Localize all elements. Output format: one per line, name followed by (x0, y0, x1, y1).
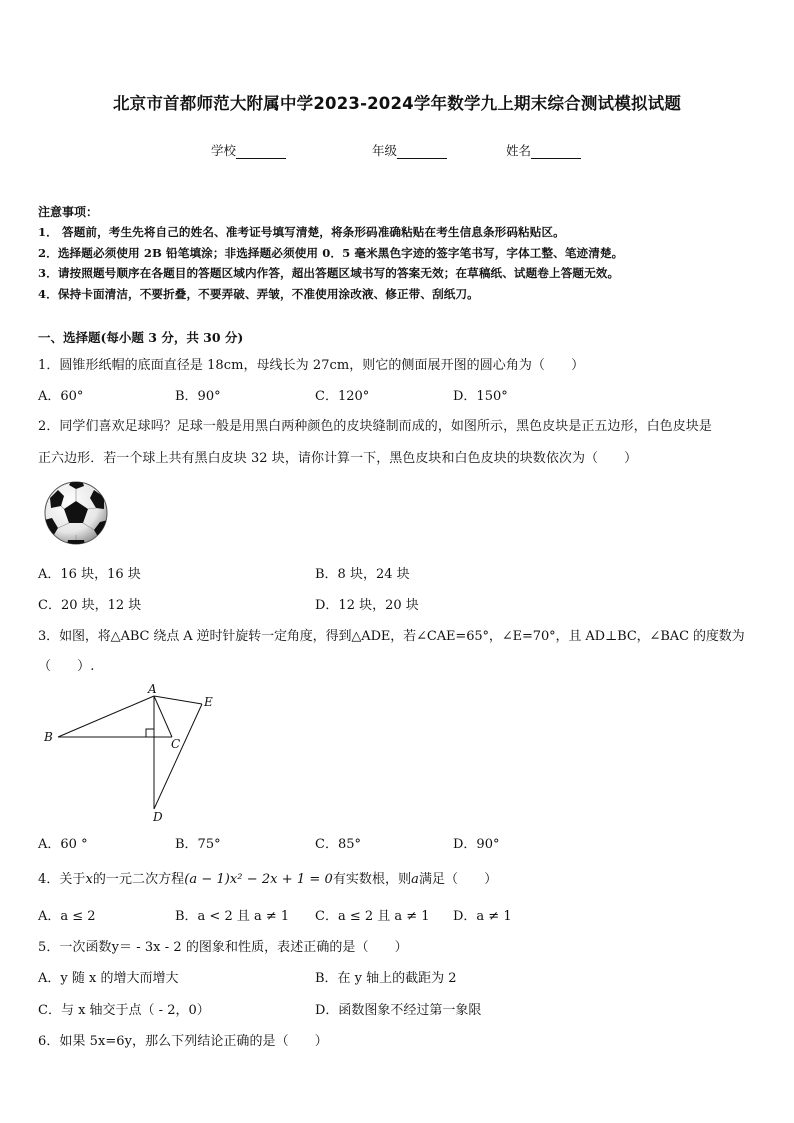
question-3-stem-line2: （ ）. (38, 659, 95, 674)
grade-field (372, 141, 447, 159)
school-field (211, 141, 286, 159)
school-label: 学校 (211, 143, 237, 158)
label-b: B (44, 730, 53, 744)
q4-option-a: A．a ≤ 2 (38, 909, 96, 924)
q2-option-d: D．12 块，20 块 (315, 598, 419, 613)
section-heading: 一、选择题(每小题 3 分，共 30 分) (38, 330, 244, 345)
q2-option-b: B．8 块，24 块 (315, 567, 410, 582)
q1-option-d: D．150° (453, 389, 508, 404)
q4-option-b: B．a < 2 且 a ≠ 1 (175, 909, 290, 924)
question-4-stem (38, 868, 497, 887)
question-1-stem: 1．圆锥形纸帽的底面直径是 18cm，母线长为 27cm，则它的侧面展开图的圆心角为（ ） (38, 358, 585, 373)
q3-option-c: C．85° (315, 837, 361, 852)
triangle-rotation-figure (38, 680, 228, 826)
question-2-stem-line1: 2．同学们喜欢足球吗？足球一般是用黑白两种颜色的皮块缝制而成的，如图所示，黑色皮块是正五边形，白色皮块是 (38, 419, 712, 434)
label-c: C (171, 737, 181, 751)
q4-var-x: x (85, 872, 93, 887)
q4-stem-post: 满足（ ） (418, 872, 498, 887)
name-label: 姓名 (506, 143, 532, 158)
soccer-ball-figure (42, 480, 110, 546)
name-blank (531, 145, 581, 159)
q3-option-b: B．75° (175, 837, 221, 852)
q5-option-b: B．在 y 轴上的截距为 2 (315, 971, 457, 986)
q4-equation: (a − 1)x² − 2x + 1 = 0 (184, 872, 333, 887)
q3-option-a: A．60 ° (38, 837, 88, 852)
note-item: 2．选择题必须使用 2B 铅笔填涂；非选择题必须使用 0．5 毫米黑色字迹的签字笔书写，字体工整、笔迹清楚。 (38, 246, 624, 260)
q5-option-c: C．与 x 轴交于点（ - 2，0） (38, 1003, 210, 1018)
q4-option-c: C．a ≤ 2 且 a ≠ 1 (315, 909, 430, 924)
note-item: 3．请按照题号顺序在各题目的答题区域内作答，超出答题区域书写的答案无效；在草稿纸、试题卷上答题无效。 (38, 266, 620, 280)
q3-option-d: D．90° (453, 837, 500, 852)
grade-label: 年级 (372, 143, 398, 158)
question-3-stem-line1: 3．如图，将△ABC 绕点 A 逆时针旋转一定角度，得到△ADE，若∠CAE=65°，∠E=70°，且 AD⊥BC，∠BAC 的度数为 (38, 629, 745, 644)
school-blank (236, 145, 286, 159)
page-title: 北京市首都师范大附属中学2023-2024学年数学九上期末综合测试模拟试题 (112, 94, 682, 113)
q4-stem-pre: 4．关于 (38, 872, 86, 887)
q4-stem-mid2: 有实数根，则 (332, 872, 412, 887)
grade-blank (397, 145, 447, 159)
q2-option-a: A．16 块，16 块 (38, 567, 141, 582)
q1-option-c: C．120° (315, 389, 370, 404)
name-field (506, 141, 581, 159)
question-6-stem: 6．如果 5x=6y，那么下列结论正确的是（ ） (38, 1034, 328, 1049)
q1-option-a: A．60° (38, 389, 84, 404)
label-e: E (204, 695, 213, 709)
note-item: 4．保持卡面清洁，不要折叠，不要弄破、弄皱，不准使用涂改液、修正带、刮纸刀。 (38, 287, 479, 301)
q2-option-c: C．20 块，12 块 (38, 598, 142, 613)
label-d: D (153, 810, 163, 824)
q5-option-a: A．y 随 x 的增大而增大 (38, 971, 179, 986)
q1-option-b: B．90° (175, 389, 221, 404)
question-2-stem-line2: 正六边形．若一个球上共有黑白皮块 32 块，请你计算一下，黑色皮块和白色皮块的块数依次为（ ） (38, 451, 638, 466)
q4-stem-mid: 的一元二次方程 (92, 872, 185, 887)
notes-heading: 注意事项： (38, 205, 99, 219)
q4-option-d: D．a ≠ 1 (453, 909, 512, 924)
note-item: 1． 答题前，考生先将自己的姓名、准考证号填写清楚，将条形码准确粘贴在考生信息条形码粘贴区。 (38, 225, 565, 239)
q4-var-a: a (411, 872, 419, 887)
question-5-stem: 5．一次函数y＝ - 3x - 2 的图象和性质，表述正确的是（ ） (38, 940, 408, 955)
q5-option-d: D．函数图象不经过第一象限 (315, 1003, 482, 1018)
label-a: A (148, 682, 157, 696)
